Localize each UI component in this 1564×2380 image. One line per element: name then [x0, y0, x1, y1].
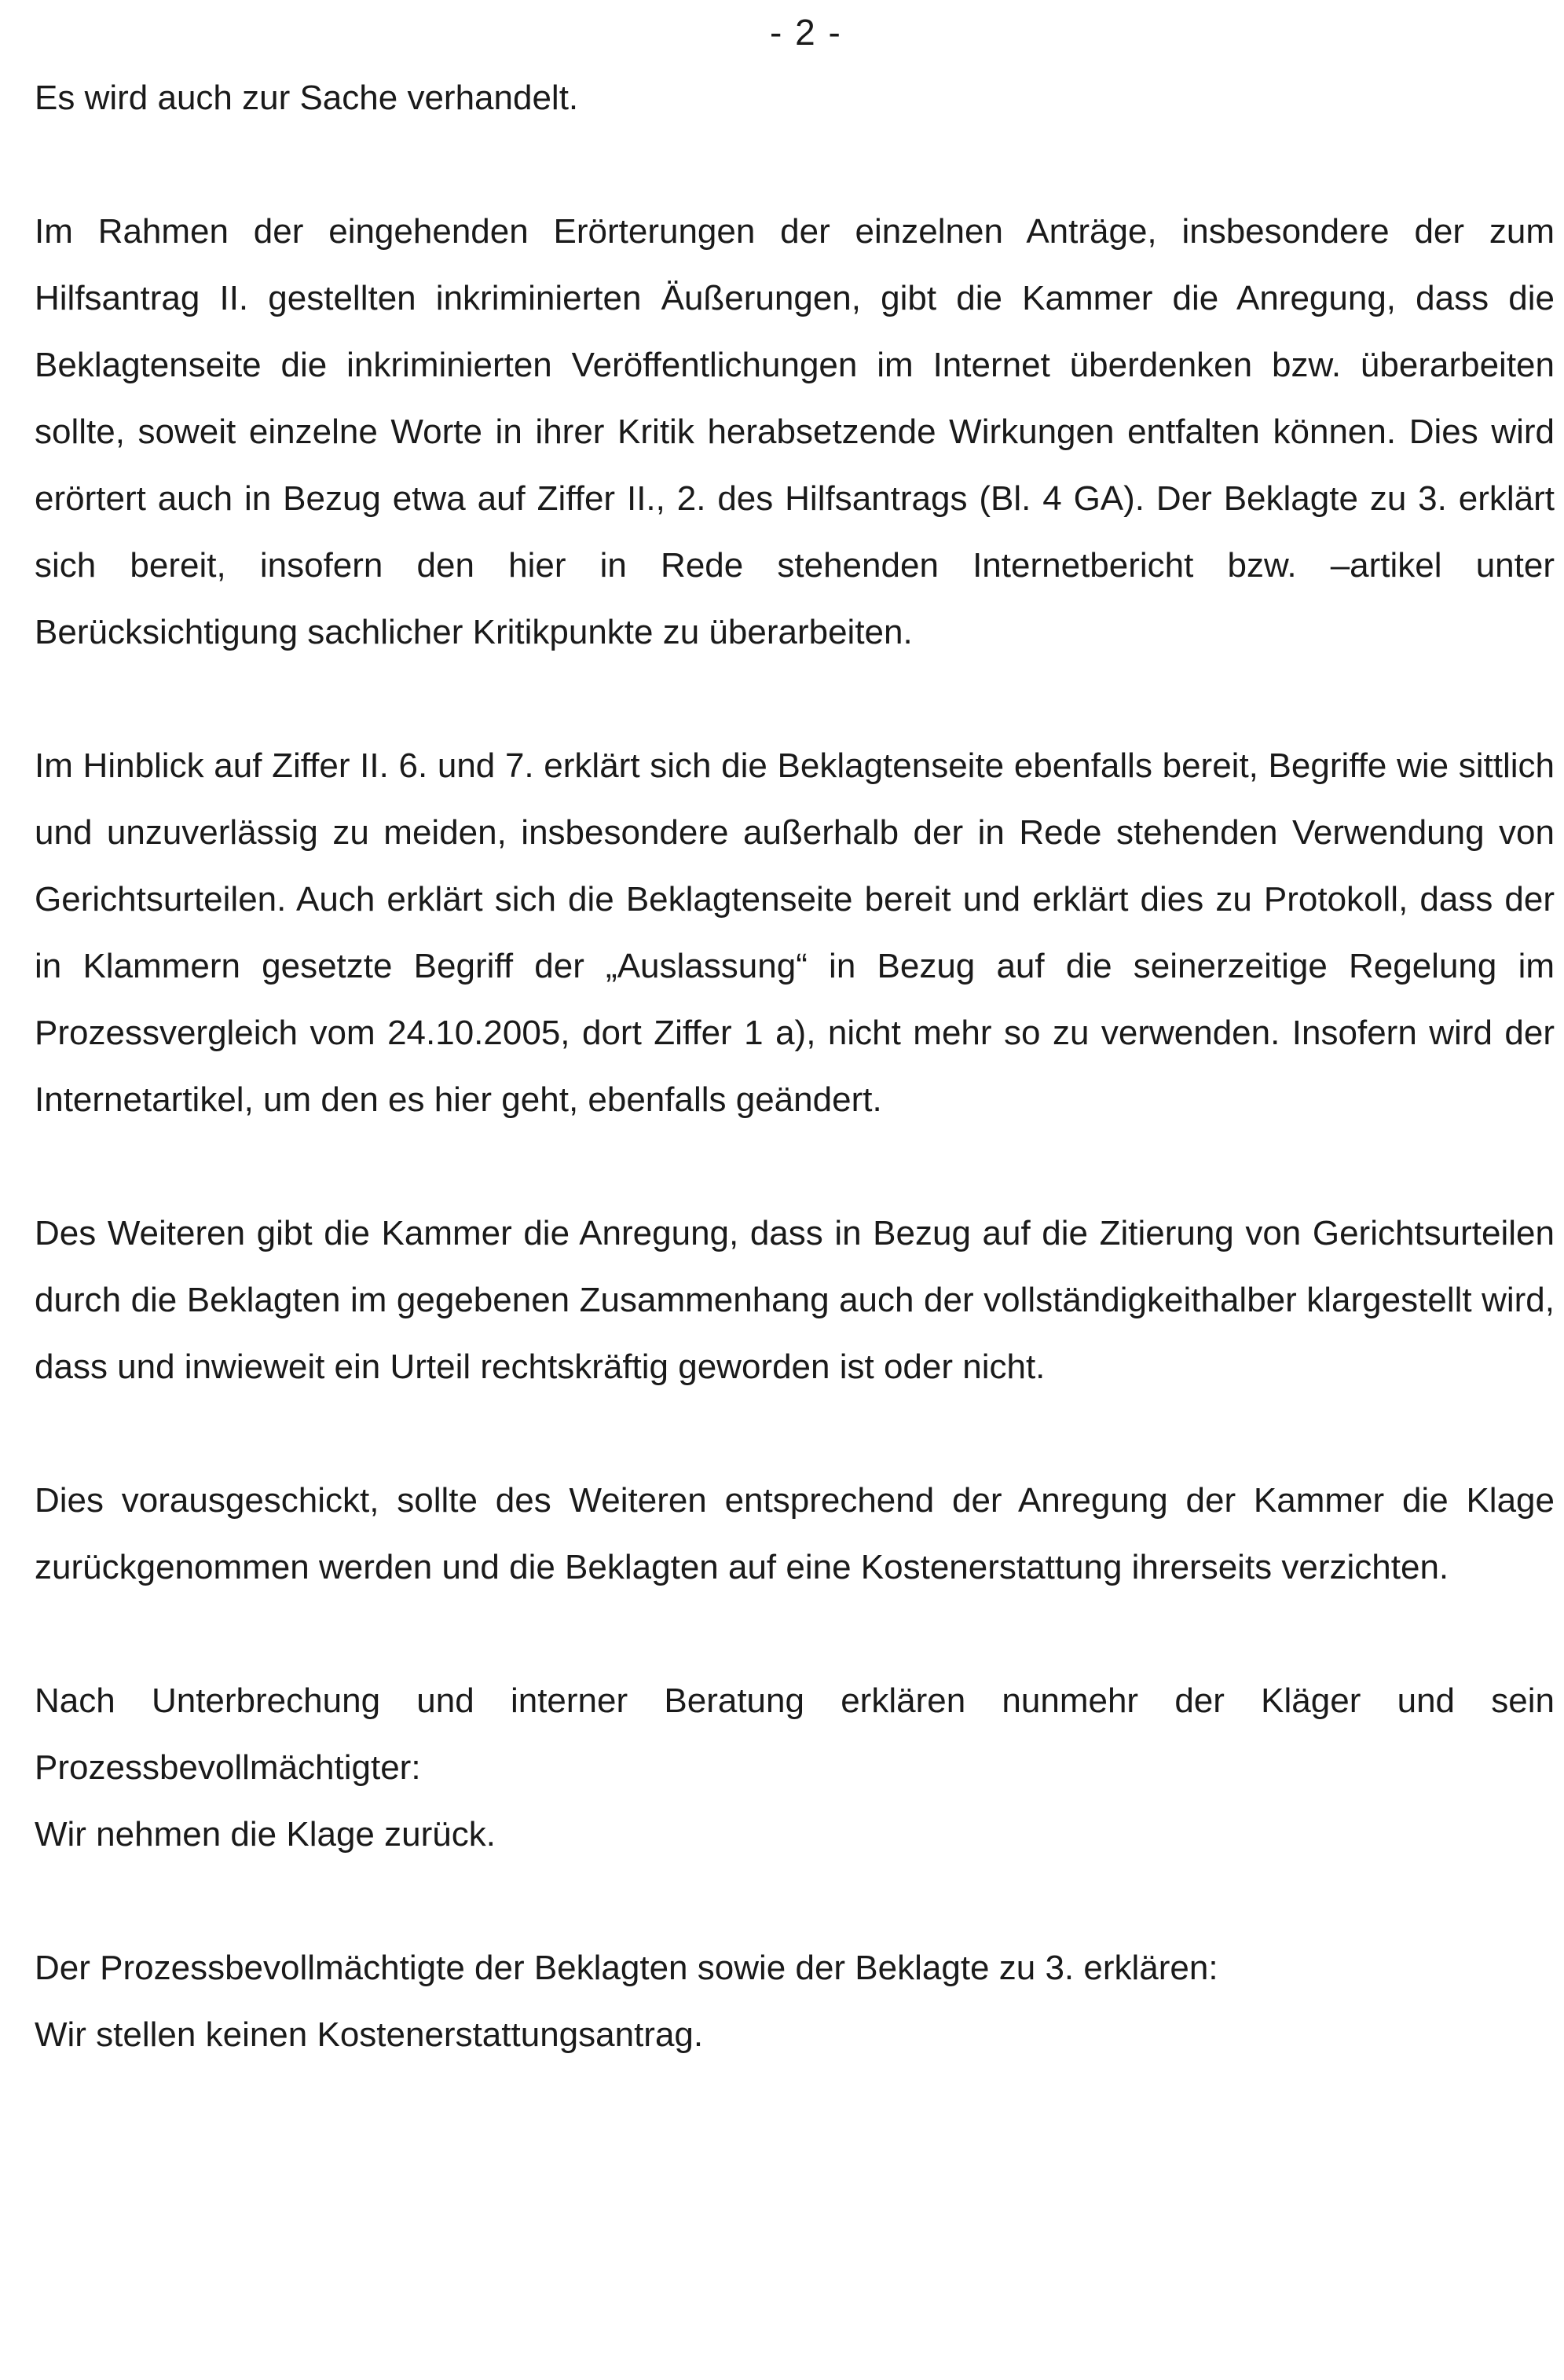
text-line: Nach Unterbrechung und interner Beratung erklären nunmehr der Kläger und sein Prozessbevollmächtigter:: [35, 1681, 1555, 1787]
paragraph-beklagte-erklaerung: [35, 1934, 1555, 2068]
document-body: [35, 64, 1555, 2068]
paragraph-klaeger-erklaerung: [35, 1667, 1555, 1868]
paragraph-klageruecknahme: Dies vorausgeschickt, sollte des Weiteren entsprechend der Anregung der Kammer die Klage zurückgenommen werden und die Beklagten auf eine Kostenerstattung ihrerseits verzichten.: [35, 1481, 1555, 1586]
paragraph-gap: [35, 1868, 1555, 1934]
paragraph-gap: [35, 1601, 1555, 1667]
paragraph-opening: [35, 64, 1555, 131]
paragraph-gap: [35, 1400, 1555, 1467]
page-number: - 2 -: [770, 12, 842, 53]
paragraph-gap: [35, 666, 1555, 732]
paragraph-zitierung: Des Weiteren gibt die Kammer die Anregung, dass in Bezug auf die Zitierung von Gerichtsurteilen durch die Beklagten im gegebenen Zusammenhang auch der vollständigkeithalber klargestellt wird, dass und inwieweit ein Urteil rechtskräftig geworden ist oder nicht.: [35, 1214, 1555, 1386]
paragraph-gap: [35, 1133, 1555, 1200]
paragraph-hilfsantrag: Im Rahmen der eingehenden Erörterungen der einzelnen Anträge, insbesondere der zum Hilfsantrag II. gestellten inkriminierten Äußerungen, gibt die Kammer die Anregung, dass die Beklagtenseite die inkriminierten Veröffentlichungen im Internet überdenken bzw. überarbeiten sollte, soweit einzelne Worte in ihrer Kritik herabsetzende Wirkungen entfalten können. Dies wird erörtert auch in Bezug etwa auf Ziffer II., 2. des Hilfsantrags (Bl. 4 GA). Der Beklagte zu 3. erklärt sich bereit, insofern den hier in Rede stehenden Internetbericht bzw. –artikel unter Berücksichtigung sachlicher Kritikpunkte zu überarbeiten.: [35, 212, 1555, 651]
text-line: Wir nehmen die Klage zurück.: [35, 1815, 496, 1854]
paragraph-ziffer: Im Hinblick auf Ziffer II. 6. und 7. erklärt sich die Beklagtenseite ebenfalls bereit, Begriffe wie sittlich und unzuverlässig zu meiden, insbesondere außerhalb der in Rede stehenden Verwendung von Gerichtsurteilen. Auch erklärt sich die Beklagtenseite bereit und erklärt dies zu Protokoll, dass der in Klammern gesetzte Begriff der „Auslassung“ in Bezug auf die seinerzeitige Regelung im Prozessvergleich vom 24.10.2005, dort Ziffer 1 a), nicht mehr so zu verwenden. Insofern wird der Internetartikel, um den es hier geht, ebenfalls geändert.: [35, 746, 1555, 1119]
text-line: Wir stellen keinen Kostenerstattungsantrag.: [35, 2015, 704, 2054]
text-line: Es wird auch zur Sache verhandelt.: [35, 79, 579, 117]
text-line: Der Prozessbevollmächtigte der Beklagten sowie der Beklagte zu 3. erklären:: [35, 1949, 1218, 1987]
paragraph-gap: [35, 131, 1555, 198]
